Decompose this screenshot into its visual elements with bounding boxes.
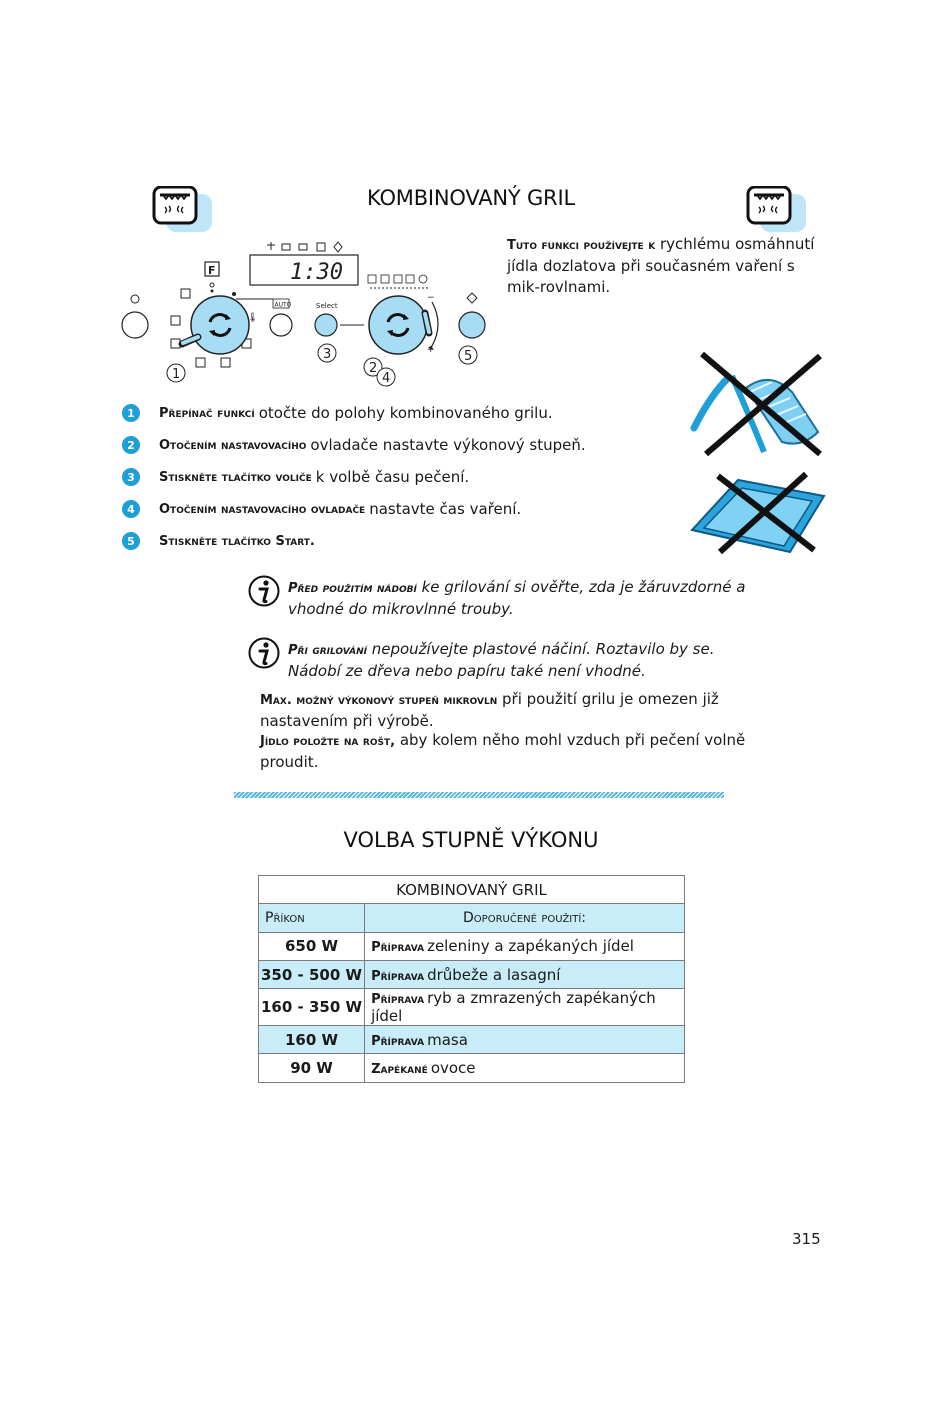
callout-1: 1 bbox=[172, 367, 181, 382]
step-number: 1 bbox=[122, 404, 140, 422]
rack-paragraph bbox=[260, 730, 760, 773]
step-5 bbox=[122, 529, 319, 553]
intro-lead: Tuto funkci používejte k bbox=[507, 238, 656, 253]
step-number: 4 bbox=[122, 500, 140, 518]
intro-body: rychlému osmáhnutí jídla dozlatova při současném vaření s mik-rovlnami. bbox=[507, 235, 815, 296]
page-title: KOMBINOVANÝ GRIL bbox=[367, 186, 575, 210]
table-row bbox=[259, 932, 685, 960]
section-divider bbox=[234, 792, 724, 798]
power-table bbox=[258, 875, 685, 1083]
auto-button bbox=[270, 314, 292, 336]
power-cell: 650 W bbox=[259, 932, 365, 960]
power-cell: 160 - 350 W bbox=[259, 989, 365, 1026]
step-text: otočte do polohy kombinovaného grilu. bbox=[258, 404, 553, 422]
table-row bbox=[259, 960, 685, 988]
top-mode-icons bbox=[267, 242, 342, 252]
use-lead: Příprava bbox=[371, 1033, 425, 1049]
note-text: ke grilování si ověřte, zda je žáruvzdorné a vhodné do mikrovlnné trouby. bbox=[288, 578, 746, 618]
para-lead: Jídlo položte na rošt, bbox=[260, 734, 396, 749]
callout-2: 2 bbox=[369, 361, 378, 376]
step-lead: Otočením nastavovacího bbox=[159, 437, 307, 453]
crossed-out-grill-rack-illustration bbox=[688, 350, 828, 458]
col-header-use: Doporučené použití: bbox=[365, 904, 685, 932]
note-lead: Při grilování bbox=[288, 643, 367, 658]
table-row bbox=[259, 1054, 685, 1082]
para-lead: Max. možný výkonový stupeň mikrovln bbox=[260, 693, 498, 708]
use-lead: Příprava bbox=[371, 992, 425, 1008]
step-lead: Stiskněte tlačítko Start. bbox=[159, 533, 315, 549]
info-note-1 bbox=[248, 577, 748, 620]
use-lead: Zapékané bbox=[371, 1062, 428, 1078]
info-note-2 bbox=[248, 639, 748, 682]
use-text: masa bbox=[427, 1030, 468, 1049]
step-text: k volbě času pečení. bbox=[315, 468, 470, 486]
step-3 bbox=[122, 465, 469, 489]
para-text: při použití grilu je omezen již nastavením při výrobě. bbox=[260, 690, 719, 730]
step-2 bbox=[122, 433, 586, 457]
use-text: zeleniny a zapékaných jídel bbox=[427, 937, 634, 956]
stop-button bbox=[122, 312, 148, 338]
step-lead: Přepínač funkcí bbox=[159, 405, 255, 421]
use-cell bbox=[365, 1054, 685, 1082]
col-header-power: Příkon bbox=[259, 904, 365, 932]
step-text: nastavte čas vaření. bbox=[369, 500, 522, 518]
use-text: ryb a zmrazených zapékaných jídel bbox=[371, 989, 656, 1026]
step-text: ovladače nastavte výkonový stupeň. bbox=[310, 436, 586, 454]
table-title: KOMBINOVANÝ GRIL bbox=[259, 876, 685, 904]
para-text: aby kolem něho mohl vzduch při pečení volně proudit. bbox=[260, 731, 746, 771]
power-cell: 90 W bbox=[259, 1054, 365, 1082]
step-lead: Stiskněte tlačítko voliče bbox=[159, 469, 312, 485]
step-1 bbox=[122, 401, 553, 425]
function-dial bbox=[191, 296, 249, 354]
intro-text bbox=[507, 234, 827, 298]
callout-4: 4 bbox=[382, 371, 391, 386]
step-lead: Otočením nastavovacího ovladače bbox=[159, 501, 366, 517]
use-text: ovoce bbox=[430, 1059, 476, 1078]
power-cell: 160 W bbox=[259, 1026, 365, 1054]
select-label: Select bbox=[316, 302, 338, 310]
table-row bbox=[259, 1026, 685, 1054]
info-icon bbox=[248, 575, 280, 607]
callout-5: 5 bbox=[464, 349, 473, 364]
note-text: nepoužívejte plastové náčiní. Roztavilo by se. Nádobí ze dřeva nebo papíru také není vhodné. bbox=[288, 640, 715, 680]
use-cell bbox=[365, 989, 685, 1026]
table-row bbox=[259, 989, 685, 1026]
step-number: 5 bbox=[122, 532, 140, 550]
info-icon bbox=[248, 637, 280, 669]
use-cell bbox=[365, 1026, 685, 1054]
note-lead: Před použitím nádobí bbox=[288, 581, 417, 596]
f-label: F bbox=[208, 264, 216, 277]
section-title: VOLBA STUPNĚ VÝKONU bbox=[343, 828, 599, 852]
step-number: 3 bbox=[122, 468, 140, 486]
control-panel-diagram bbox=[118, 236, 498, 388]
page-number: 315 bbox=[792, 1230, 821, 1248]
crossed-out-baking-tray-illustration bbox=[688, 470, 828, 556]
svg-text:+: + bbox=[427, 345, 435, 355]
callout-3: 3 bbox=[323, 347, 332, 362]
max-power-paragraph bbox=[260, 689, 760, 732]
start-button bbox=[459, 312, 485, 338]
select-button bbox=[315, 314, 337, 336]
use-lead: Příprava bbox=[371, 968, 425, 984]
step-4 bbox=[122, 497, 521, 521]
use-cell bbox=[365, 932, 685, 960]
use-lead: Příprava bbox=[371, 940, 425, 956]
setting-dial bbox=[369, 296, 427, 354]
power-cell: 350 - 500 W bbox=[259, 960, 365, 988]
svg-text:🌡: 🌡 bbox=[247, 313, 259, 323]
step-number: 2 bbox=[122, 436, 140, 454]
use-cell bbox=[365, 960, 685, 988]
display-time: 1:30 bbox=[290, 260, 343, 285]
svg-text:−: − bbox=[427, 293, 435, 303]
use-text: drůbeže a lasagní bbox=[427, 965, 561, 984]
auto-label: AUTO bbox=[274, 301, 292, 309]
